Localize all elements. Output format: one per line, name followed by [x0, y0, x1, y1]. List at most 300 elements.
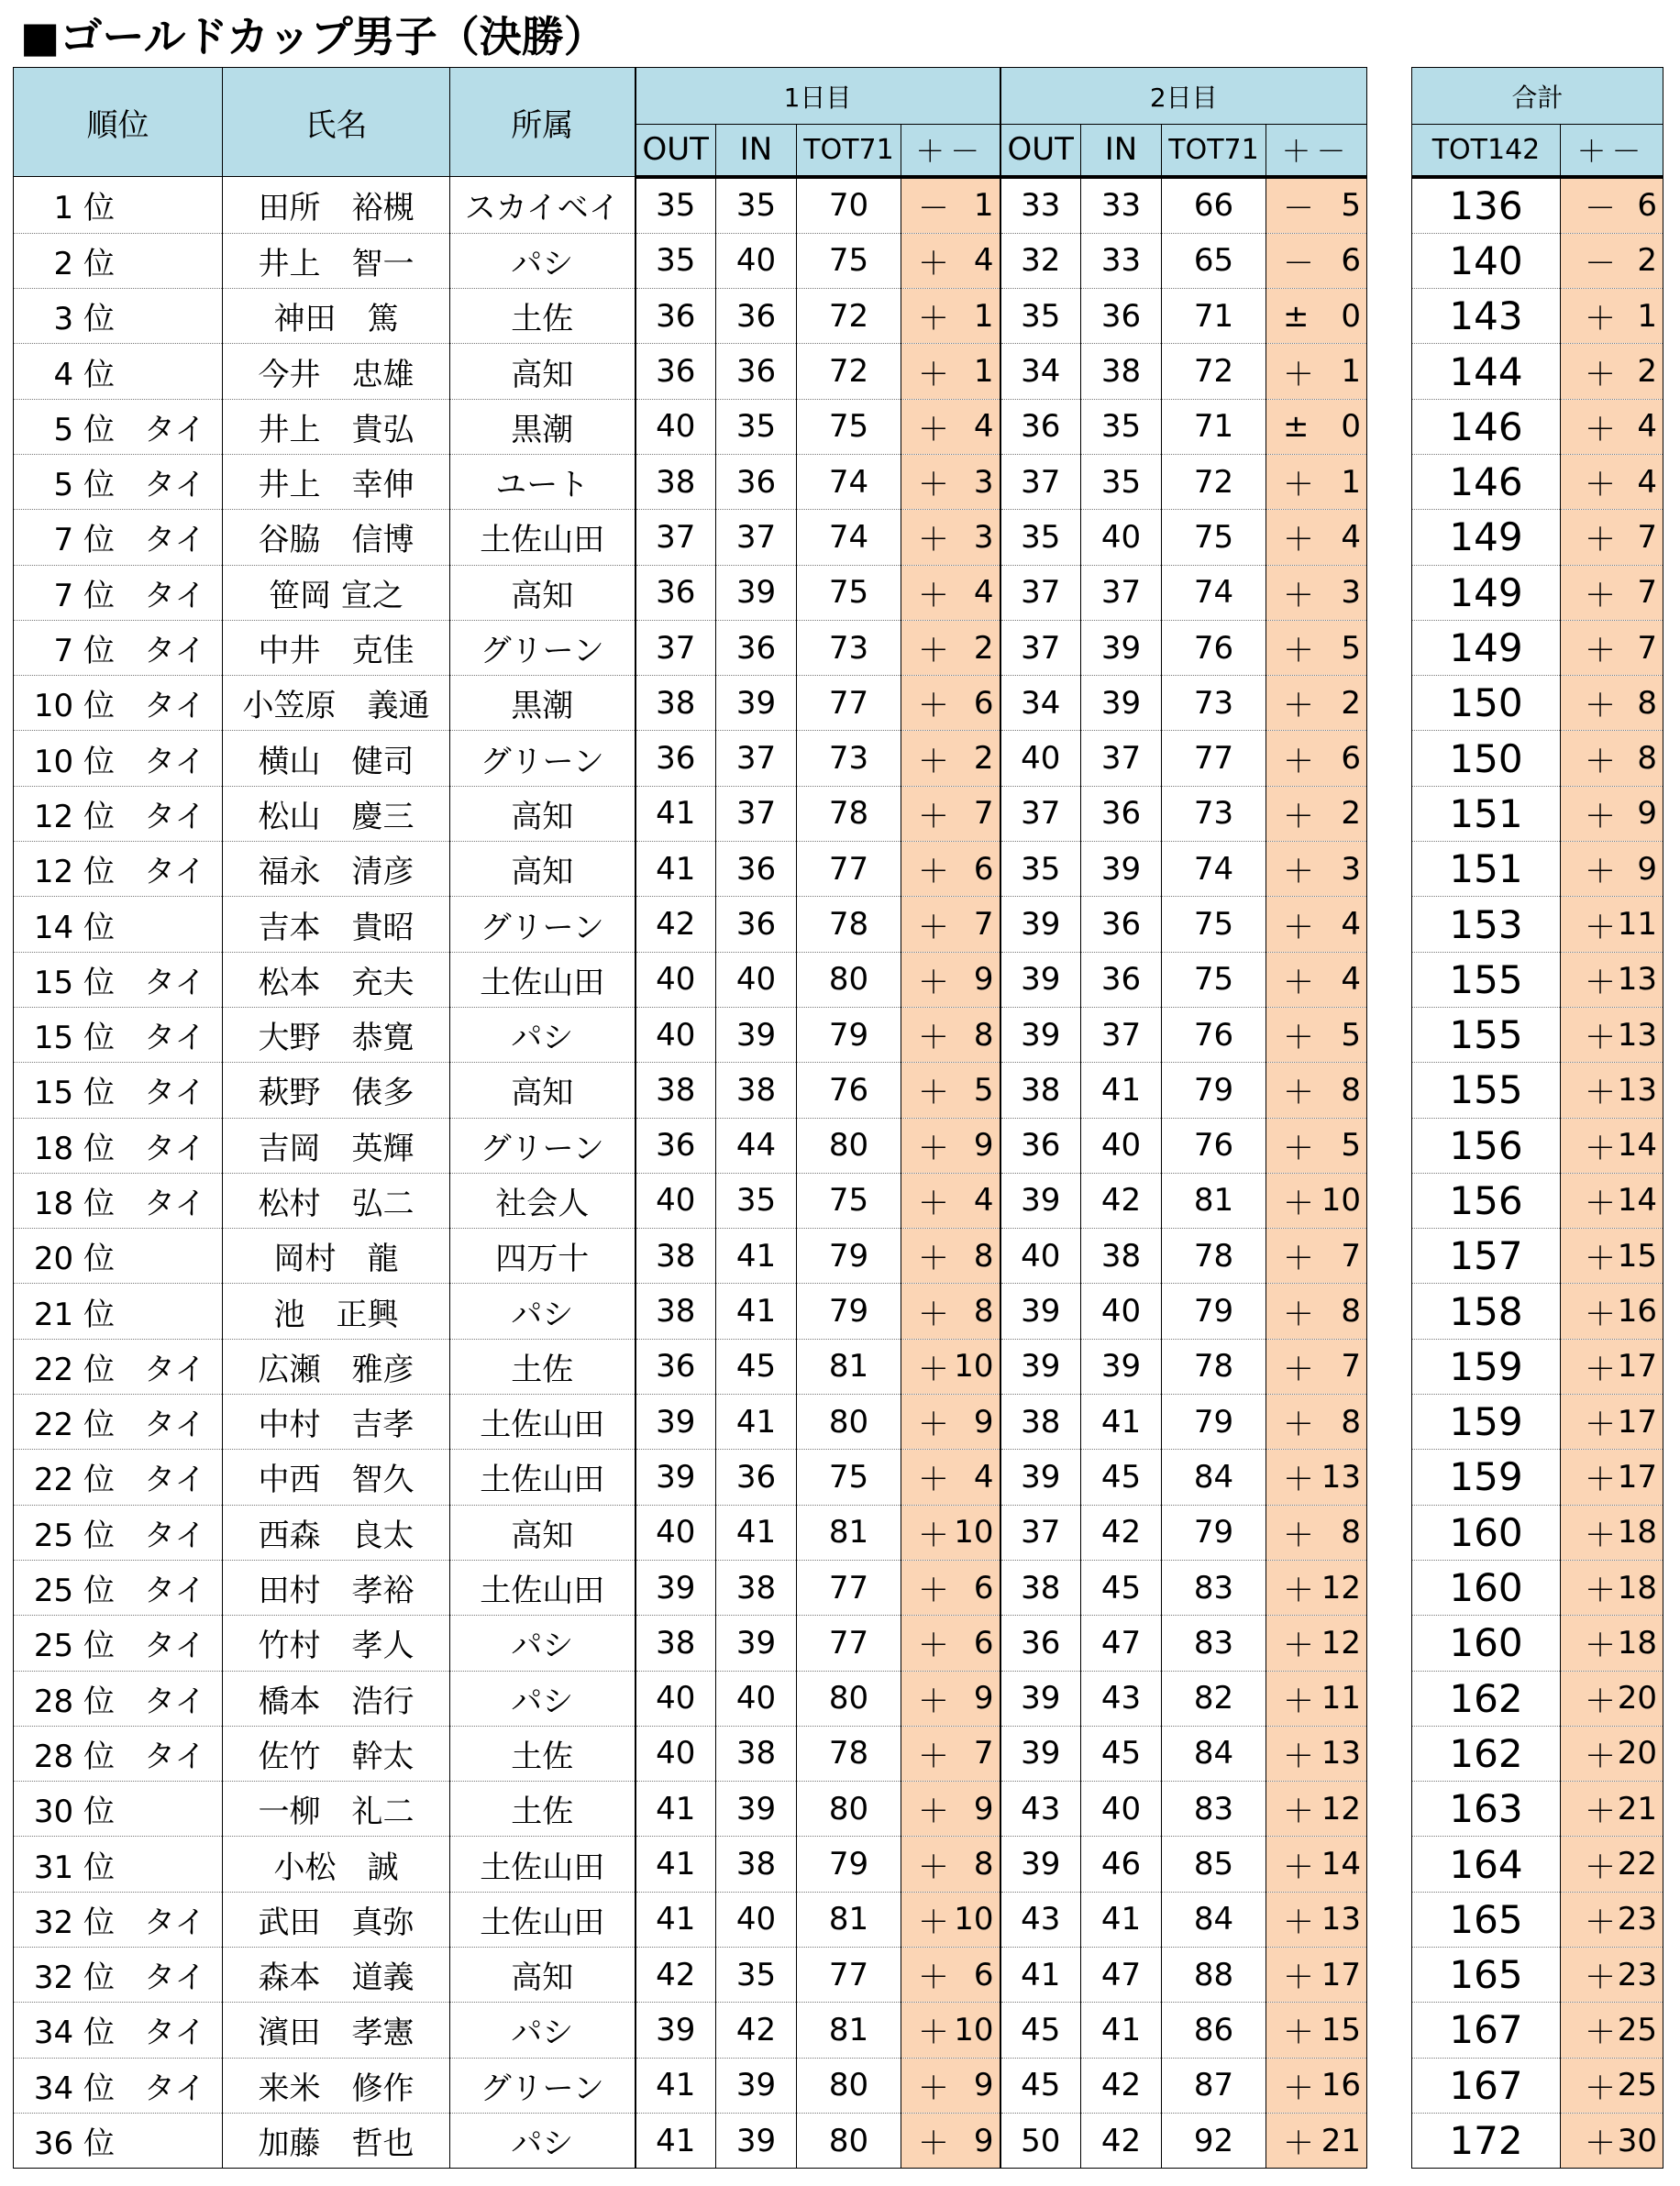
club-cell: 土佐山田	[450, 1450, 636, 1505]
d2-out-cell: 39	[1000, 1173, 1081, 1228]
rank-value: 25 位	[33, 1573, 115, 1610]
diff-wrap	[1561, 1897, 1663, 1942]
d1-out-cell: 36	[636, 565, 716, 620]
total-diff-cell	[1561, 1560, 1663, 1615]
diff-wrap	[901, 846, 1000, 891]
d2-tot-cell: 87	[1162, 2058, 1266, 2113]
name-cell: 広瀬 雅彦	[223, 1339, 450, 1394]
total-diff-cell	[1561, 1007, 1663, 1062]
d1-in-cell: 39	[716, 1007, 797, 1062]
d1-in-cell: 39	[716, 2058, 797, 2113]
d2-out-cell: 39	[1000, 1450, 1081, 1505]
table-row	[14, 1948, 1367, 2003]
header-d1-tot: TOT71	[797, 125, 901, 177]
diff-value: 14	[1617, 1127, 1657, 1165]
diff-value: 5	[1341, 629, 1361, 667]
diff-wrap	[1266, 1289, 1366, 1334]
d1-tot-cell: 75	[797, 399, 901, 454]
table-row	[14, 1892, 1367, 1947]
diff-wrap	[1266, 1731, 1366, 1776]
tie-label: タイ	[144, 854, 206, 891]
d1-in-cell: 40	[716, 1671, 797, 1726]
table-row	[1412, 510, 1663, 565]
name-cell: 谷脇 信博	[223, 510, 450, 565]
d2-in-cell: 40	[1081, 1284, 1162, 1339]
rank-value: 5 位	[53, 467, 115, 504]
diff-sign: ＋	[918, 688, 949, 725]
rank-cell	[14, 1339, 223, 1394]
rank-value: 12 位	[33, 798, 115, 835]
total-cell: 149	[1412, 510, 1561, 565]
diff-sign: ＋	[1283, 743, 1314, 780]
diff-wrap	[1266, 1676, 1366, 1721]
d2-in-cell: 42	[1081, 2058, 1162, 2113]
diff-sign: ＋	[918, 1351, 949, 1388]
d2-in-cell: 36	[1081, 952, 1162, 1007]
diff-sign: ＋	[1585, 1241, 1616, 1278]
club-cell: 土佐山田	[450, 1892, 636, 1947]
table-row	[1412, 289, 1663, 344]
diff-value: 0	[1341, 408, 1361, 446]
diff-value: 5	[1341, 1016, 1361, 1054]
total-diff-cell	[1561, 1948, 1663, 2003]
diff-sign: ＋	[1585, 1849, 1616, 1886]
d2-diff-cell	[1266, 1726, 1367, 1781]
diff-wrap	[901, 293, 1000, 338]
rank-wrap	[14, 1289, 222, 1334]
diff-value: 14	[1321, 1846, 1361, 1883]
d1-out-cell: 41	[636, 1837, 716, 1892]
d1-diff-cell	[901, 399, 1000, 454]
d1-in-cell: 44	[716, 1118, 797, 1173]
d2-diff-cell	[1266, 731, 1367, 786]
diff-sign: ＋	[1283, 1351, 1314, 1388]
d1-in-cell: 36	[716, 454, 797, 509]
diff-wrap	[901, 459, 1000, 504]
d1-diff-cell	[901, 1395, 1000, 1450]
d2-out-cell: 37	[1000, 454, 1081, 509]
diff-sign: ＋	[918, 1075, 949, 1112]
header-d2-tot: TOT71	[1162, 125, 1266, 177]
d1-diff-cell	[901, 1948, 1000, 2003]
rank-wrap	[14, 902, 222, 947]
rank-wrap	[14, 1454, 222, 1499]
tie-label: タイ	[144, 1960, 206, 1997]
diff-value: 25	[1617, 2067, 1657, 2104]
club-cell: パシ	[450, 233, 636, 288]
diff-value: 9	[1637, 795, 1657, 833]
diff-sign: ＋	[1283, 2070, 1314, 2107]
diff-value: 8	[973, 1293, 994, 1330]
diff-value: 2	[1637, 242, 1657, 280]
header-d2-out: OUT	[1000, 125, 1081, 177]
rank-wrap	[14, 680, 222, 725]
diff-sign: ＋	[1283, 854, 1314, 891]
diff-sign: ＋	[1585, 1296, 1616, 1333]
diff-value: 1	[973, 353, 994, 391]
diff-wrap	[1561, 183, 1663, 228]
d2-out-cell: 40	[1000, 1229, 1081, 1284]
total-cell: 160	[1412, 1560, 1561, 1615]
name-cell: 岡村 龍	[223, 1229, 450, 1284]
club-cell: 高知	[450, 1063, 636, 1118]
diff-wrap	[1266, 1067, 1366, 1112]
diff-sign: ＋	[1283, 1075, 1314, 1112]
diff-sign: ＋	[1283, 633, 1314, 670]
d2-in-cell: 40	[1081, 1118, 1162, 1173]
d1-tot-cell: 81	[797, 1339, 901, 1394]
diff-wrap	[901, 1786, 1000, 1831]
club-cell: 高知	[450, 786, 636, 841]
d1-tot-cell: 81	[797, 1892, 901, 1947]
d1-out-cell: 38	[636, 676, 716, 731]
diff-value: 8	[1341, 1514, 1361, 1551]
d2-tot-cell: 72	[1162, 454, 1266, 509]
diff-sign: ＋	[1585, 467, 1616, 504]
diff-value: 9	[973, 1680, 994, 1717]
d1-in-cell: 38	[716, 1560, 797, 1615]
rank-cell	[14, 2058, 223, 2113]
diff-sign: ＋	[918, 356, 949, 393]
total-diff-cell	[1561, 2113, 1663, 2168]
table-row	[14, 1063, 1367, 1118]
table-row	[14, 1782, 1367, 1837]
name-cell: 今井 忠雄	[223, 344, 450, 399]
d1-out-cell: 39	[636, 2003, 716, 2058]
table-row	[1412, 344, 1663, 399]
d2-tot-cell: 86	[1162, 2003, 1266, 2058]
d2-diff-cell	[1266, 565, 1367, 620]
diff-wrap	[901, 1067, 1000, 1112]
diff-sign: ＋	[1585, 798, 1616, 835]
d1-diff-cell	[901, 344, 1000, 399]
diff-sign: ＋	[918, 1794, 949, 1831]
club-cell: 土佐	[450, 1726, 636, 1781]
d2-diff-cell	[1266, 786, 1367, 841]
rank-cell	[14, 1560, 223, 1615]
tie-label: タイ	[144, 633, 206, 670]
header-row-groups	[14, 68, 1367, 125]
total-cell: 149	[1412, 565, 1561, 620]
rank-value: 15 位	[33, 1075, 115, 1112]
diff-value: 18	[1617, 1624, 1657, 1662]
diff-wrap	[1561, 791, 1663, 836]
tie-label: タイ	[144, 1628, 206, 1665]
total-cell: 160	[1412, 1505, 1561, 1560]
table-row	[14, 1284, 1367, 1339]
table-row	[14, 2003, 1367, 2058]
club-cell: 土佐山田	[450, 952, 636, 1007]
d1-diff-cell	[901, 2113, 1000, 2168]
d1-tot-cell: 80	[797, 1395, 901, 1450]
d2-diff-cell	[1266, 1505, 1367, 1560]
d1-diff-cell	[901, 731, 1000, 786]
d1-tot-cell: 79	[797, 1007, 901, 1062]
diff-sign: ＋	[1585, 1407, 1616, 1444]
diff-sign: ＋	[1585, 854, 1616, 891]
rank-value: 12 位	[33, 854, 115, 891]
club-cell: 高知	[450, 1505, 636, 1560]
diff-sign: ＋	[1585, 688, 1616, 725]
rank-cell	[14, 676, 223, 731]
d1-in-cell: 37	[716, 510, 797, 565]
diff-sign: ＋	[1585, 1960, 1616, 1997]
d2-tot-cell: 81	[1162, 1173, 1266, 1228]
diff-value: 10	[954, 1901, 994, 1938]
diff-wrap	[901, 1399, 1000, 1444]
diff-sign: ＋	[1585, 1573, 1616, 1610]
diff-sign: ＋	[918, 1849, 949, 1886]
table-row	[14, 842, 1367, 897]
total-cell: 162	[1412, 1726, 1561, 1781]
rank-value: 34 位	[33, 2070, 115, 2107]
name-cell: 中村 吉孝	[223, 1395, 450, 1450]
diff-wrap	[1561, 459, 1663, 504]
d1-diff-cell	[901, 1616, 1000, 1671]
d2-in-cell: 39	[1081, 842, 1162, 897]
table-row	[14, 897, 1367, 952]
total-diff-cell	[1561, 1063, 1663, 1118]
name-cell: 濱田 孝憲	[223, 2003, 450, 2058]
diff-value: 8	[1341, 1403, 1361, 1441]
d2-in-cell: 43	[1081, 1671, 1162, 1726]
d1-in-cell: 41	[716, 1229, 797, 1284]
tie-label: タイ	[144, 522, 206, 559]
d2-in-cell: 40	[1081, 1782, 1162, 1837]
table-row	[14, 1616, 1367, 1671]
d1-tot-cell: 80	[797, 1671, 901, 1726]
table-row	[1412, 1229, 1663, 1284]
d1-out-cell: 41	[636, 842, 716, 897]
name-cell: 西森 良太	[223, 1505, 450, 1560]
diff-value: 21	[1321, 2122, 1361, 2159]
d1-out-cell: 35	[636, 177, 716, 234]
diff-value: 6	[973, 1569, 994, 1606]
d1-in-cell: 35	[716, 399, 797, 454]
rank-value: 34 位	[33, 2015, 115, 2052]
diff-value: 13	[1617, 961, 1657, 999]
table-row	[1412, 1339, 1663, 1394]
header-d1-in: IN	[716, 125, 797, 177]
club-cell: パシ	[450, 2003, 636, 2058]
rank-wrap	[14, 1842, 222, 1887]
d2-diff-cell	[1266, 510, 1367, 565]
diff-value: 4	[973, 242, 994, 280]
diff-wrap	[901, 1178, 1000, 1223]
d1-diff-cell	[901, 676, 1000, 731]
total-diff-cell	[1561, 1782, 1663, 1837]
name-cell: 小松 誠	[223, 1837, 450, 1892]
rank-value: 31 位	[33, 1849, 115, 1886]
d1-tot-cell: 77	[797, 1560, 901, 1615]
diff-sign: ＋	[918, 1738, 949, 1775]
diff-sign: ＋	[918, 245, 949, 282]
rank-wrap	[14, 404, 222, 449]
diff-value: 4	[973, 1458, 994, 1496]
d2-out-cell: 36	[1000, 1616, 1081, 1671]
name-cell: 加藤 哲也	[223, 2113, 450, 2168]
rank-value: 2 位	[53, 245, 115, 282]
total-cell: 149	[1412, 620, 1561, 675]
d1-tot-cell: 77	[797, 1616, 901, 1671]
club-cell: 黒潮	[450, 399, 636, 454]
total-cell: 155	[1412, 1063, 1561, 1118]
diff-sign: ＋	[1283, 1020, 1314, 1057]
d1-out-cell: 39	[636, 1395, 716, 1450]
total-diff-cell	[1561, 2058, 1663, 2113]
d1-in-cell: 36	[716, 620, 797, 675]
d2-in-cell: 33	[1081, 233, 1162, 288]
rank-value: 21 位	[33, 1296, 115, 1333]
d1-out-cell: 38	[636, 454, 716, 509]
table-row	[14, 1229, 1367, 1284]
d1-in-cell: 38	[716, 1726, 797, 1781]
d1-in-cell: 37	[716, 786, 797, 841]
rank-cell	[14, 2113, 223, 2168]
d2-diff-cell	[1266, 952, 1367, 1007]
diff-sign: ＋	[918, 1130, 949, 1167]
d1-diff-cell	[901, 1118, 1000, 1173]
diff-value: 7	[1637, 574, 1657, 612]
d2-in-cell: 33	[1081, 177, 1162, 234]
d2-out-cell: 37	[1000, 786, 1081, 841]
header-club: 所属	[450, 68, 636, 177]
name-cell: 田村 孝裕	[223, 1560, 450, 1615]
diff-wrap	[1561, 1123, 1663, 1168]
rank-wrap	[14, 1786, 222, 1831]
rank-wrap	[14, 1510, 222, 1555]
d2-out-cell: 40	[1000, 731, 1081, 786]
diff-value: 9	[973, 2067, 994, 2104]
d2-out-cell: 38	[1000, 1395, 1081, 1450]
total-cell: 144	[1412, 344, 1561, 399]
table-row	[1412, 1726, 1663, 1781]
total-diff-cell	[1561, 289, 1663, 344]
d2-diff-cell	[1266, 1892, 1367, 1947]
diff-value: 13	[1617, 1071, 1657, 1109]
d1-diff-cell	[901, 289, 1000, 344]
diff-value: 18	[1617, 1569, 1657, 1606]
diff-value: 2	[1637, 353, 1657, 391]
d2-out-cell: 39	[1000, 1837, 1081, 1892]
diff-wrap	[901, 1510, 1000, 1555]
diff-value: 13	[1321, 1735, 1361, 1772]
name-cell: 佐竹 幹太	[223, 1726, 450, 1781]
rank-value: 32 位	[33, 1904, 115, 1941]
d2-diff-cell	[1266, 676, 1367, 731]
diff-wrap	[901, 238, 1000, 283]
diff-wrap	[901, 514, 1000, 559]
diff-value: 4	[1637, 463, 1657, 501]
diff-sign: ＋	[1585, 356, 1616, 393]
diff-wrap	[901, 1565, 1000, 1610]
d2-tot-cell: 79	[1162, 1505, 1266, 1560]
table-row	[14, 1173, 1367, 1228]
page-title: ■ゴールドカップ男子（決勝）	[20, 12, 606, 61]
total-cell: 157	[1412, 1229, 1561, 1284]
diff-value: 7	[1341, 1348, 1361, 1386]
d2-tot-cell: 79	[1162, 1395, 1266, 1450]
d1-tot-cell: 80	[797, 1118, 901, 1173]
d1-diff-cell	[901, 1837, 1000, 1892]
table-row	[1412, 1450, 1663, 1505]
table-row	[14, 1505, 1367, 1560]
club-cell: グリーン	[450, 620, 636, 675]
name-cell: 松村 弘二	[223, 1173, 450, 1228]
d1-tot-cell: 80	[797, 2058, 901, 2113]
d1-diff-cell	[901, 1339, 1000, 1394]
diff-sign: ＋	[1585, 1738, 1616, 1775]
d1-diff-cell	[901, 952, 1000, 1007]
tie-label: タイ	[144, 1130, 206, 1167]
d1-out-cell: 41	[636, 1892, 716, 1947]
tie-label: タイ	[144, 1351, 206, 1388]
d2-in-cell: 35	[1081, 454, 1162, 509]
rank-cell	[14, 1229, 223, 1284]
diff-value: 17	[1617, 1348, 1657, 1386]
total-diff-cell	[1561, 1339, 1663, 1394]
d1-tot-cell: 70	[797, 177, 901, 234]
diff-wrap	[1266, 459, 1366, 504]
d2-tot-cell: 72	[1162, 344, 1266, 399]
d2-diff-cell	[1266, 399, 1367, 454]
diff-wrap	[1561, 1565, 1663, 1610]
header-d1-pm: ＋－	[901, 125, 1000, 177]
diff-sign: ＋	[1283, 356, 1314, 393]
diff-value: 18	[1617, 1514, 1657, 1551]
table-row	[14, 731, 1367, 786]
name-cell: 池 正興	[223, 1284, 450, 1339]
diff-sign: ＋	[918, 467, 949, 504]
d2-diff-cell	[1266, 897, 1367, 952]
total-diff-cell	[1561, 620, 1663, 675]
diff-wrap	[1266, 1012, 1366, 1057]
d1-out-cell: 42	[636, 1948, 716, 2003]
diff-wrap	[1561, 902, 1663, 947]
diff-sign: ＋	[1585, 1020, 1616, 1057]
tie-label: タイ	[144, 743, 206, 780]
rank-cell	[14, 897, 223, 952]
diff-sign: ＋	[1283, 1462, 1314, 1499]
diff-sign: ＋	[1283, 1794, 1314, 1831]
diff-wrap	[1266, 902, 1366, 947]
d2-tot-cell: 77	[1162, 731, 1266, 786]
rank-value: 22 位	[33, 1462, 115, 1499]
d2-tot-cell: 82	[1162, 1671, 1266, 1726]
diff-wrap	[1561, 1842, 1663, 1887]
rank-cell	[14, 952, 223, 1007]
d2-out-cell: 34	[1000, 344, 1081, 399]
tie-label: タイ	[144, 1904, 206, 1941]
d1-out-cell: 40	[636, 952, 716, 1007]
d1-tot-cell: 80	[797, 952, 901, 1007]
d1-diff-cell	[901, 177, 1000, 234]
d2-tot-cell: 74	[1162, 565, 1266, 620]
diff-wrap	[1561, 1952, 1663, 1997]
diff-wrap	[1266, 2118, 1366, 2163]
diff-wrap	[1561, 1344, 1663, 1389]
name-cell: 福永 清彦	[223, 842, 450, 897]
diff-wrap	[1266, 846, 1366, 891]
table-row	[1412, 1063, 1663, 1118]
d1-out-cell: 41	[636, 2113, 716, 2168]
diff-wrap	[901, 2118, 1000, 2163]
d2-diff-cell	[1266, 1560, 1367, 1615]
d1-out-cell: 36	[636, 344, 716, 399]
table-row	[14, 2113, 1367, 2168]
diff-value: 15	[1617, 1237, 1657, 1275]
diff-wrap	[1266, 298, 1366, 335]
